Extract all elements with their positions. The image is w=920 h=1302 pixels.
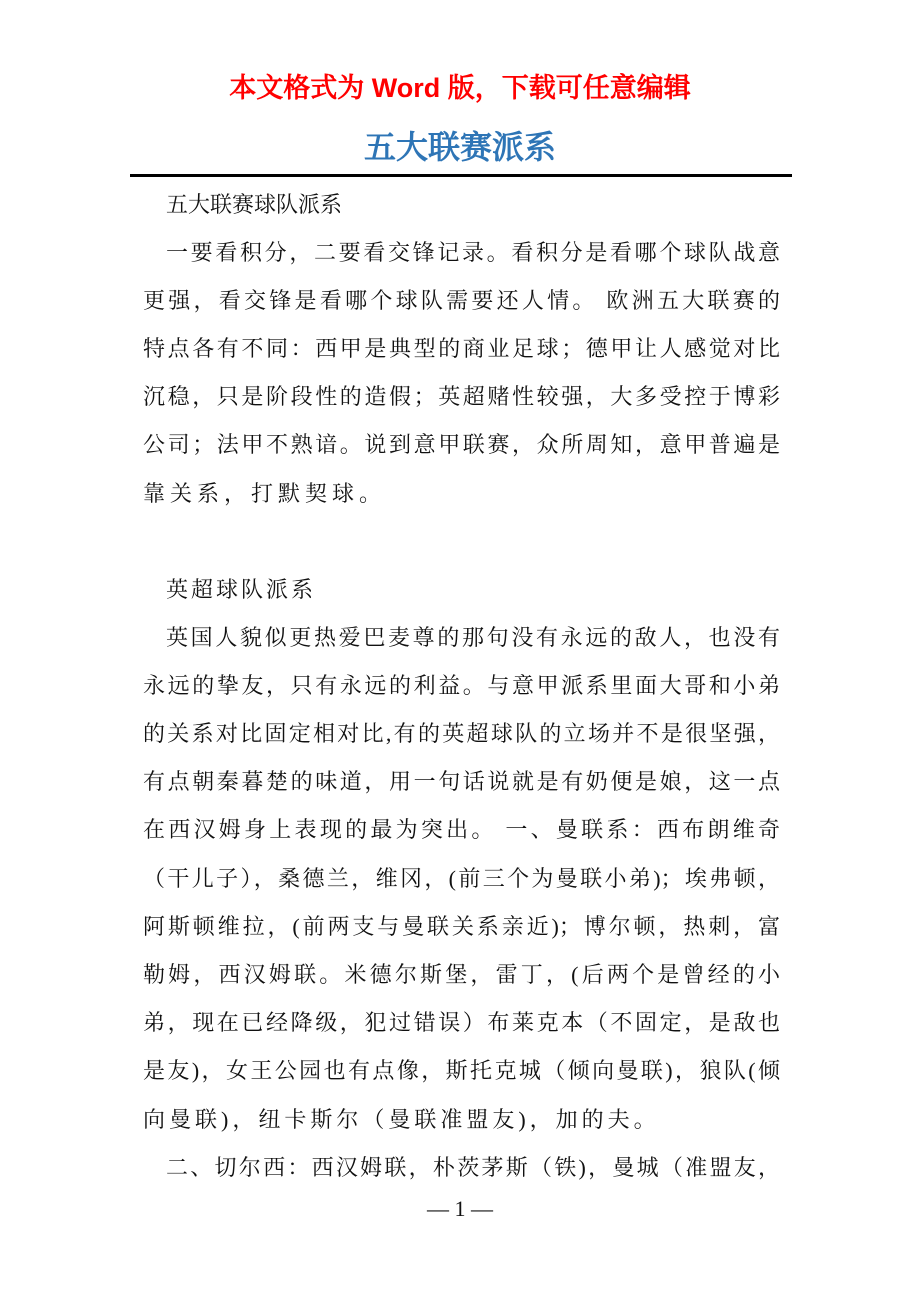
paragraph-line: 英国人貌似更热爱巴麦尊的那句没有永远的敌人，也没有 xyxy=(166,625,780,650)
paragraph-line: 靠关系，打默契球。 xyxy=(143,481,387,506)
paragraph-line: 是友)，女王公园也有点像，斯托克城（倾向曼联)，狼队(倾 xyxy=(143,1058,780,1083)
paragraph-line: （干儿子），桑德兰，维冈，(前三个为曼联小弟)；埃弗顿， xyxy=(143,866,780,891)
paragraph-line: 公司；法甲不熟谙。说到意甲联赛，众所周知，意甲普遍是 xyxy=(143,432,780,457)
document-title: 五大联赛派系 xyxy=(363,129,556,165)
paragraph-line: 在西汉姆身上表现的最为突出。 一、曼联系：西布朗维奇 xyxy=(143,817,780,842)
page-number: — 1 — xyxy=(427,1196,493,1221)
title-divider xyxy=(130,174,792,177)
paragraph-line: 一要看积分，二要看交锋记录。看积分是看哪个球队战意 xyxy=(166,240,780,265)
paragraph-line: 永远的挚友，只有永远的利益。与意甲派系里面大哥和小弟 xyxy=(143,673,780,698)
paragraph-line: 更强，看交锋是看哪个球队需要还人情。 欧洲五大联赛的 xyxy=(143,288,780,313)
paragraph-line: 向曼联)，纽卡斯尔（曼联准盟友)，加的夫。 xyxy=(143,1107,660,1132)
section-heading: 五大联赛球队派系 xyxy=(166,192,343,217)
paragraph-line: 特点各有不同：西甲是典型的商业足球；德甲让人感觉对比 xyxy=(143,336,780,361)
paragraph-line: 弟，现在已经降级，犯过错误）布莱克本（不固定，是敌也 xyxy=(143,1010,780,1035)
paragraph-line: 的关系对比固定相对比,有的英超球队的立场并不是很坚强， xyxy=(143,721,780,746)
word-format-banner: 本文格式为 Word 版，下载可任意编辑 xyxy=(229,73,691,103)
paragraph-line: 有点朝秦暮楚的味道，用一句话说就是有奶便是娘，这一点 xyxy=(143,769,780,794)
paragraph-line: 沉稳，只是阶段性的造假；英超赌性较强，大多受控于博彩 xyxy=(143,384,780,409)
section-heading: 英超球队派系 xyxy=(166,577,317,602)
paragraph-line: 二、切尔西：西汉姆联，朴茨茅斯（铁)，曼城（准盟友， xyxy=(166,1155,780,1180)
paragraph-line: 阿斯顿维拉，(前两支与曼联关系亲近)；博尔顿，热刺，富 xyxy=(143,914,780,939)
paragraph-line: 勒姆，西汉姆联。米德尔斯堡，雷丁，(后两个是曾经的小 xyxy=(143,962,780,987)
